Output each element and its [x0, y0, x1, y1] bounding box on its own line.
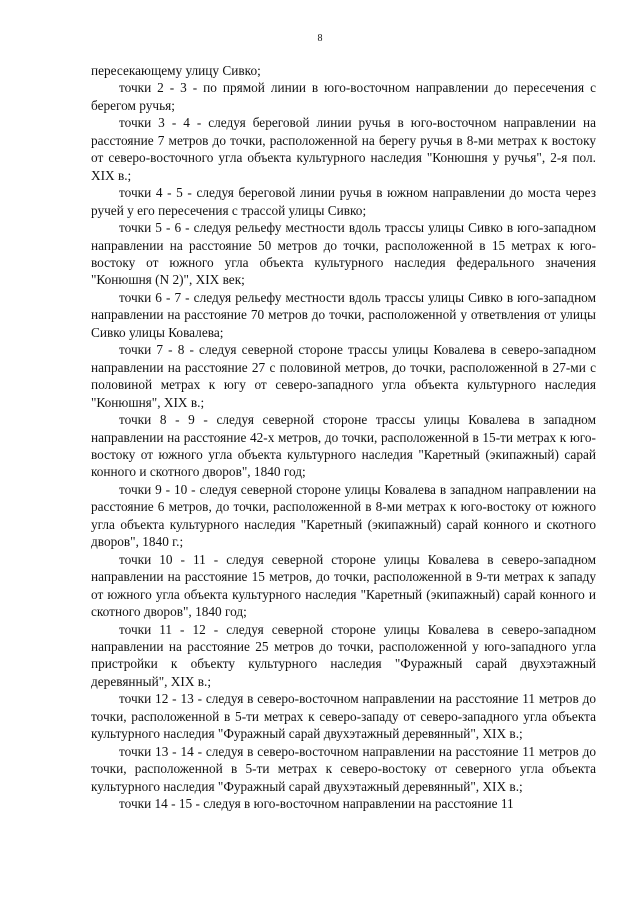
- paragraph: пересекающему улицу Сивко;: [91, 63, 261, 78]
- paragraph: точки 10 - 11 - следуя северной стороне улицы Ковалева в северо-западном направлении на расстояние 15 метров, до точки, расположенной в 9-ти метрах к западу от южного угла объекта культурного наследия "Каретный (экипажный) сарай конного и скотного дворов", 1840 год;: [91, 551, 596, 620]
- document-body: [91, 62, 596, 812]
- paragraph: точки 12 - 13 - следуя в северо-восточном направлении на расстояние 11 метров до точки, расположенной в 5-ти метрах к северо-западу от северо-западного угла объекта культурного наследия "Фуражный сарай двухэтажный деревянный", XIX в.;: [91, 691, 596, 742]
- paragraph: точки 3 - 4 - следуя береговой линии ручья в юго-восточном направлении на расстояние 7 метров до точки, расположенной на берегу ручья в 8-ми метрах к востоку от северо-восточного угла объекта культурного наследия "Конюшня у ручья", 2-я пол. XIX в.;: [91, 115, 596, 183]
- paragraph: точки 4 - 5 - следуя береговой линии ручья в южном направлении до моста через ручей у его пересечения с трассой улицы Сивко;: [91, 185, 596, 218]
- paragraph: точки 11 - 12 - следуя северной стороне улицы Ковалева в северо-западном направлении на расстояние 25 метров до точки, расположенной у юго-западного угла пристройки к объекту культурного наследия "Фуражный сарай двухэтажный деревянный", XIX в.;: [91, 621, 596, 689]
- paragraph: точки 7 - 8 - следуя северной стороне трассы улицы Ковалева в северо-западном направлении на расстояние 27 с половиной метров, до точки, расположенной в 27-ми с половиной метрах к югу от северо-западного угла объекта культурного наследия "Конюшня", XIX в.;: [91, 342, 596, 410]
- paragraph: точки 14 - 15 - следуя в юго-восточном направлении на расстояние 11: [119, 796, 514, 812]
- page-number: 8: [317, 33, 323, 44]
- paragraph: точки 6 - 7 - следуя рельефу местности вдоль трассы улицы Сивко в юго-западном направлении на расстояние 70 метров до точки, расположенной у ответвления от улицы Сивко улицы Ковалева;: [91, 289, 596, 340]
- paragraph: точки 5 - 6 - следуя рельефу местности вдоль трассы улицы Сивко в юго-западном направлении на расстояние 50 метров до точки, расположенной в 15 метрах к юго-востоку от южного угла объекта культурного наследия федерального значения "Конюшня (N 2)", XIX век;: [91, 220, 596, 288]
- paragraph: точки 13 - 14 - следуя в северо-восточном направлении на расстояние 11 метров до точки, расположенной в 5-ти метрах к северо-востоку от северного угла объекта культурного наследия "Фуражный сарай двухэтажный деревянный", XIX в.;: [91, 743, 596, 794]
- paragraph: точки 8 - 9 - следуя северной стороне трассы улицы Ковалева в западном направлении на расстояние 42-х метров, до точки, расположенной в 15-ти метрах к юго-востоку от южного угла объекта культурного наследия "Каретный (экипажный) сарай конного и скотного дворов", 1840 год;: [91, 412, 596, 480]
- paragraph: точки 9 - 10 - следуя северной стороне улицы Ковалева в западном направлении на расстояние 6 метров, до точки, расположенной в 8-ми метрах к юго-востоку от южного угла объекта культурного наследия "Каретный (экипажный) сарай конного и скотного дворов", 1840 г.;: [91, 481, 596, 550]
- paragraph: точки 2 - 3 - по прямой линии в юго-восточном направлении до пересечения с берегом ручья;: [91, 80, 596, 113]
